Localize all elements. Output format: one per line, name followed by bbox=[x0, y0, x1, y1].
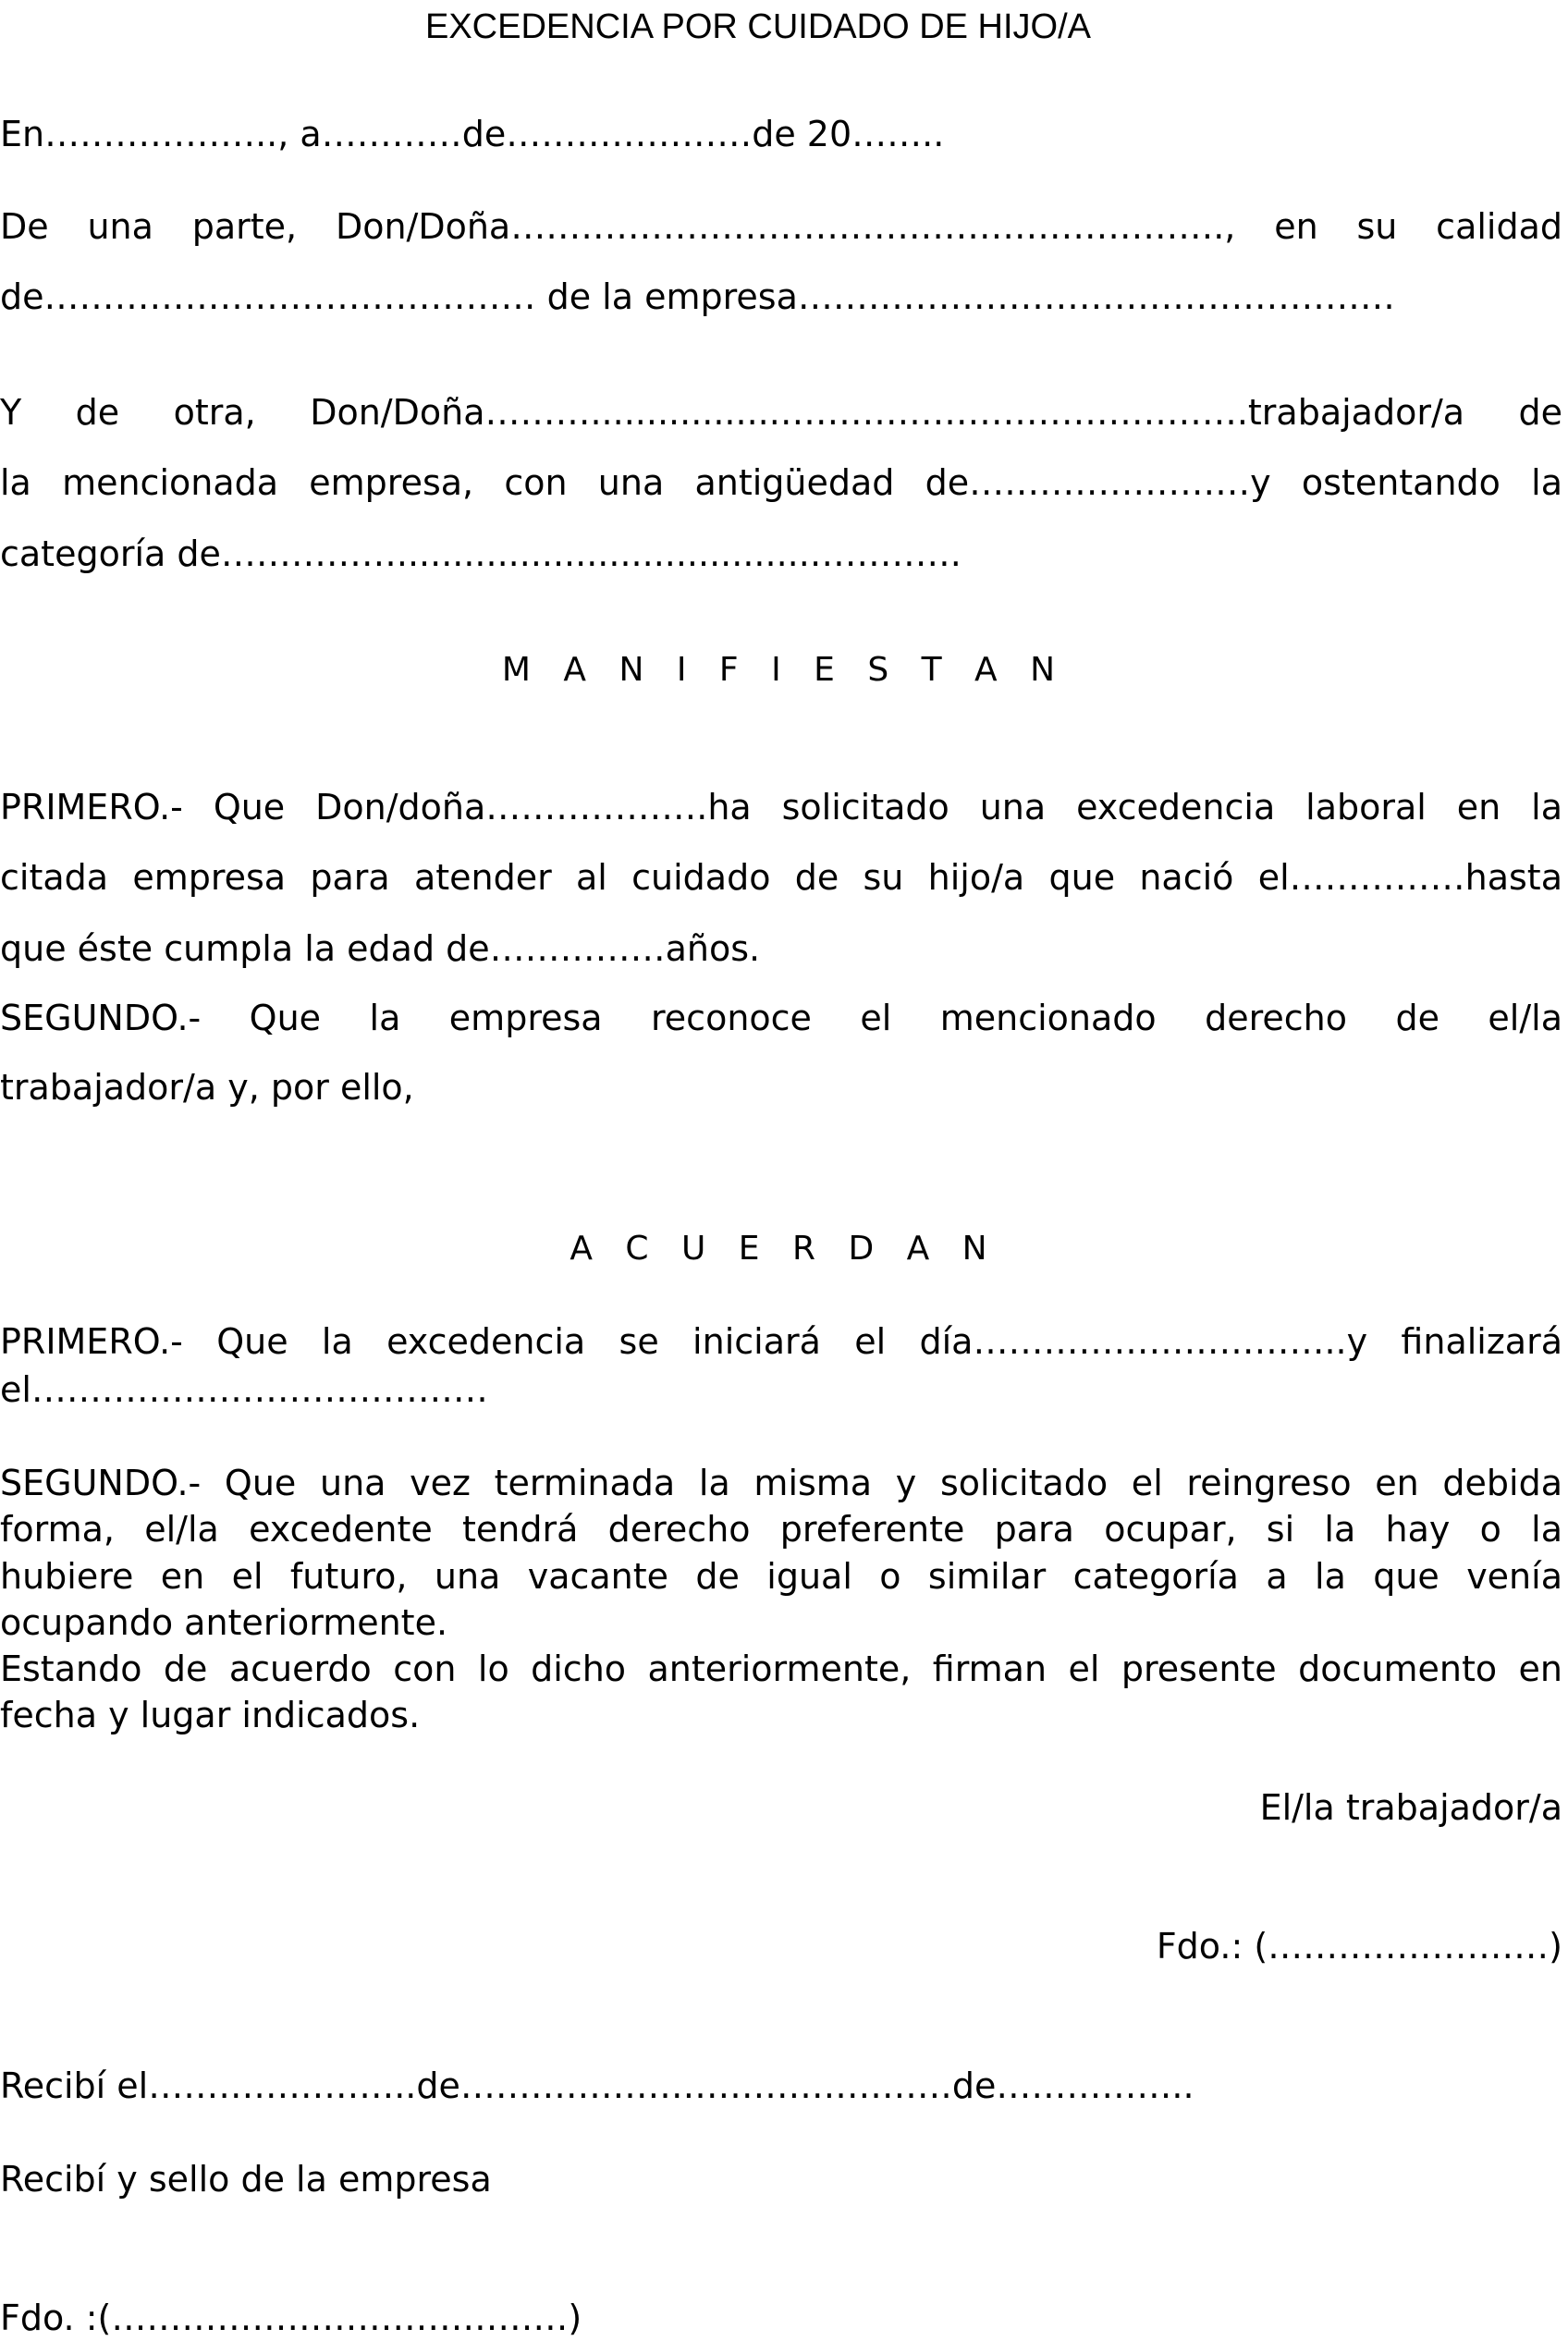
company-stamp-label: Recibí y sello de la empresa bbox=[0, 2159, 492, 2200]
manifiestan-primero-line-2: citada empresa para atender al cuidado de su hijo/a que nació el……………hasta bbox=[0, 857, 1562, 898]
acuerdan-segundo-line-4: ocupando anteriormente. bbox=[0, 1602, 448, 1643]
second-party-line-1: Y de otra, Don/Doña……….................………………………………….trabajador/a de bbox=[0, 392, 1562, 433]
manifiestan-segundo-line-1: SEGUNDO.- Que la empresa reconoce el mencionado derecho de el/la bbox=[0, 998, 1562, 1038]
worker-signature-label: El/la trabajador/a bbox=[1259, 1787, 1562, 1828]
manifiestan-primero-line-3: que éste cumpla la edad de……………años. bbox=[0, 928, 761, 969]
acuerdan-segundo-line-1: SEGUNDO.- Que una vez terminada la misma y solicitado el reingreso en debida bbox=[0, 1463, 1562, 1503]
closing-line-2: fecha y lugar indicados. bbox=[0, 1695, 421, 1735]
company-signature-line: Fdo. :(…………………………………) bbox=[0, 2298, 582, 2338]
manifiestan-primero-line-1: PRIMERO.- Que Don/doña……………….ha solicitado una excedencia laboral en la bbox=[0, 787, 1562, 827]
document-title: EXCEDENCIA POR CUIDADO DE HIJO/A bbox=[424, 7, 1091, 46]
acuerdan-segundo-line-3: hubiere en el futuro, una vacante de igual o similar categoría a la que venía bbox=[0, 1556, 1562, 1597]
first-party-line-2: de…………………………………… de la empresa…………………………………………… bbox=[0, 276, 1395, 317]
acuerdan-segundo-line-2: forma, el/la excedente tendrá derecho preferente para ocupar, si la hay o la bbox=[0, 1509, 1562, 1550]
manifiestan-segundo-line-2: trabajador/a y, por ello, bbox=[0, 1067, 414, 1108]
manifiestan-heading: M A N I F I E S T A N bbox=[501, 651, 1067, 689]
second-party-line-2: la mencionada empresa, con una antigüedad de……………………y ostentando la bbox=[0, 462, 1562, 503]
first-party-line-1: De una parte, Don/Doña……………………………………………………., en su calidad bbox=[0, 206, 1562, 247]
acuerdan-primero-line-1: PRIMERO.- Que la excedencia se iniciará el día…………………………..y finalizará bbox=[0, 1321, 1562, 1362]
acuerdan-primero-line-2: el………………………………… bbox=[0, 1369, 488, 1410]
received-date-line: Recibí el…………………..de……………………………………de…………….. bbox=[0, 2065, 1194, 2106]
worker-signature-line: Fdo.: (……………………) bbox=[1156, 1926, 1562, 1967]
acuerdan-heading: A C U E R D A N bbox=[570, 1230, 998, 1268]
second-party-line-3: categoría de…………….....................................…………. bbox=[0, 533, 962, 574]
place-date-line: En……………….., a…………de…………………de 20…….. bbox=[0, 114, 945, 154]
closing-line-1: Estando de acuerdo con lo dicho anteriormente, firman el presente documento en bbox=[0, 1649, 1562, 1689]
